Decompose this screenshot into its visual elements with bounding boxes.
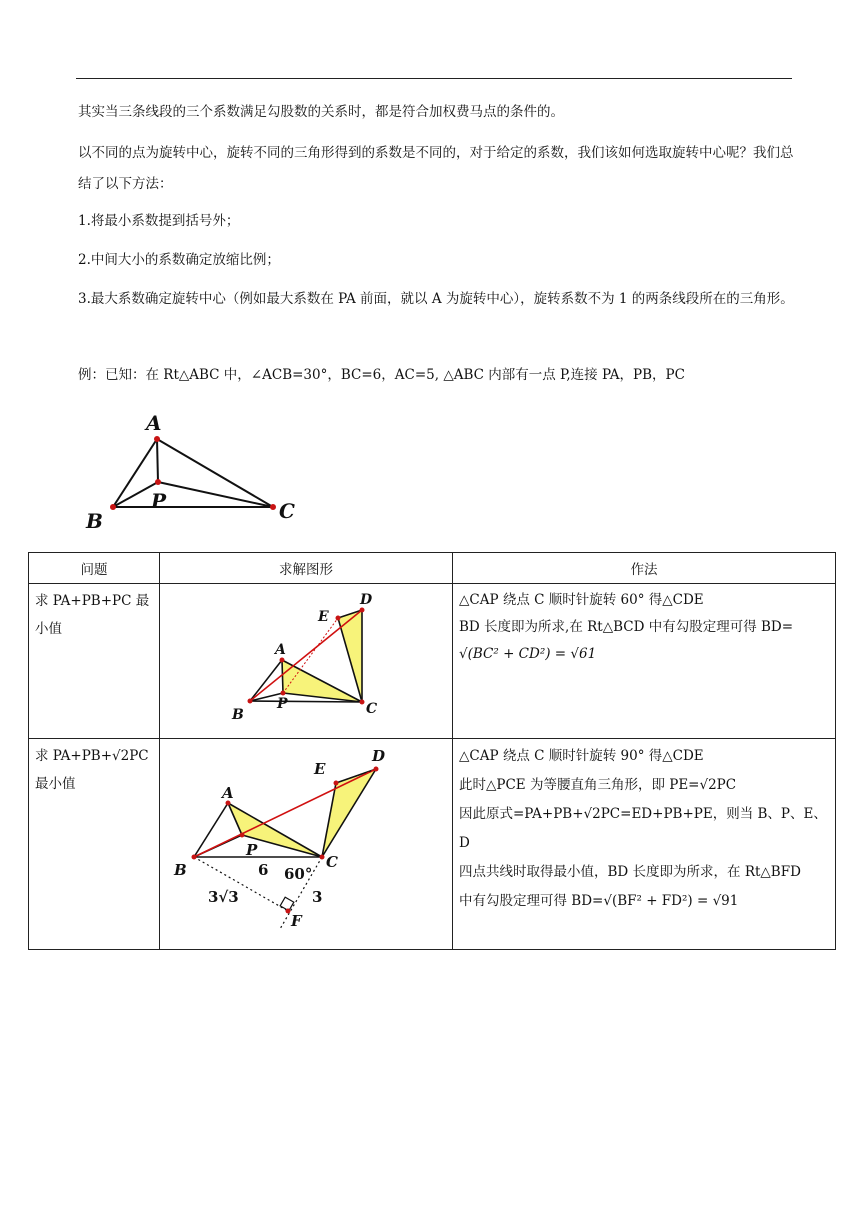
method-line: 因此原式=PA+PB+√2PC=ED+PB+PE，则当 B、P、E、D bbox=[459, 806, 827, 851]
header-rule bbox=[76, 78, 792, 79]
method-line: 四点共线时取得最小值，BD 长度即为所求，在 Rt△BFD bbox=[459, 864, 801, 880]
step-1: 1.将最小系数提到括号外； bbox=[78, 213, 240, 229]
problem-text: 求 PA+PB+PC 最小值 bbox=[35, 593, 150, 637]
solution-table bbox=[28, 552, 836, 950]
problem-text: 求 PA+PB+√2PC 最小值 bbox=[35, 748, 149, 792]
paragraph-1: 其实当三条线段的三个系数满足勾股数的关系时，都是符合加权费马点的条件的。 bbox=[78, 104, 564, 120]
label-angle: 60° bbox=[284, 865, 313, 883]
method-line: BD 长度即为所求,在 Rt△BCD 中有勾股定理可得 BD= bbox=[459, 619, 794, 635]
header-method: 作法 bbox=[453, 553, 836, 584]
label-d: D bbox=[372, 747, 386, 765]
paragraph-2: 以不同的点为旋转中心，旋转不同的三角形得到的系数是不同的，对于给定的系数，我们该如何选取旋转中心呢？我们总结了以下方法： bbox=[78, 145, 794, 192]
label-a: A bbox=[146, 411, 162, 435]
header-problem: 问题 bbox=[29, 553, 160, 584]
label-c: C bbox=[279, 499, 295, 523]
table-row bbox=[29, 584, 836, 739]
rotation-60-figure bbox=[160, 584, 450, 734]
label-p: P bbox=[277, 696, 288, 712]
label-bc-length: 6 bbox=[258, 861, 269, 879]
table-row bbox=[29, 739, 836, 950]
label-b: B bbox=[232, 707, 244, 723]
label-a: A bbox=[222, 784, 234, 802]
label-b: B bbox=[86, 509, 103, 533]
label-f: F bbox=[291, 912, 302, 930]
method-line: 此时△PCE 为等腰直角三角形，即 PE=√2PC bbox=[459, 777, 737, 793]
label-d: D bbox=[360, 592, 373, 608]
label-p: P bbox=[246, 841, 258, 859]
step-3: 3.最大系数确定旋转中心（例如最大系数在 PA 前面，就以 A 为旋转中心），旋转系数不为 1 的两条线段所在的三角形。 bbox=[78, 291, 794, 307]
header-figure: 求解图形 bbox=[160, 553, 453, 584]
label-a: A bbox=[275, 642, 286, 658]
method-line: △CAP 绕点 C 顺时针旋转 60° 得△CDE bbox=[459, 592, 704, 608]
label-p: P bbox=[151, 489, 167, 513]
rotation-90-figure bbox=[160, 739, 450, 945]
label-c: C bbox=[326, 853, 338, 871]
method-formula: √(BC² + CD²) = √61 bbox=[459, 646, 597, 662]
label-bf-length: 3√3 bbox=[208, 888, 239, 906]
method-line: △CAP 绕点 C 顺时针旋转 90° 得△CDE bbox=[459, 748, 704, 764]
label-e: E bbox=[314, 760, 326, 778]
triangle-figure bbox=[80, 408, 320, 538]
label-cf-length: 3 bbox=[312, 888, 323, 906]
step-2: 2.中间大小的系数确定放缩比例； bbox=[78, 252, 280, 268]
label-c: C bbox=[366, 701, 378, 717]
method-line: 中有勾股定理可得 BD=√(BF² + FD²) = √91 bbox=[459, 893, 739, 909]
example-statement: 例：已知：在 Rt△ABC 中，∠ACB=30°，BC=6，AC=5, △ABC 内部有一点 P,连接 PA，PB，PC bbox=[78, 367, 685, 383]
label-b: B bbox=[174, 861, 187, 879]
label-e: E bbox=[318, 609, 329, 625]
